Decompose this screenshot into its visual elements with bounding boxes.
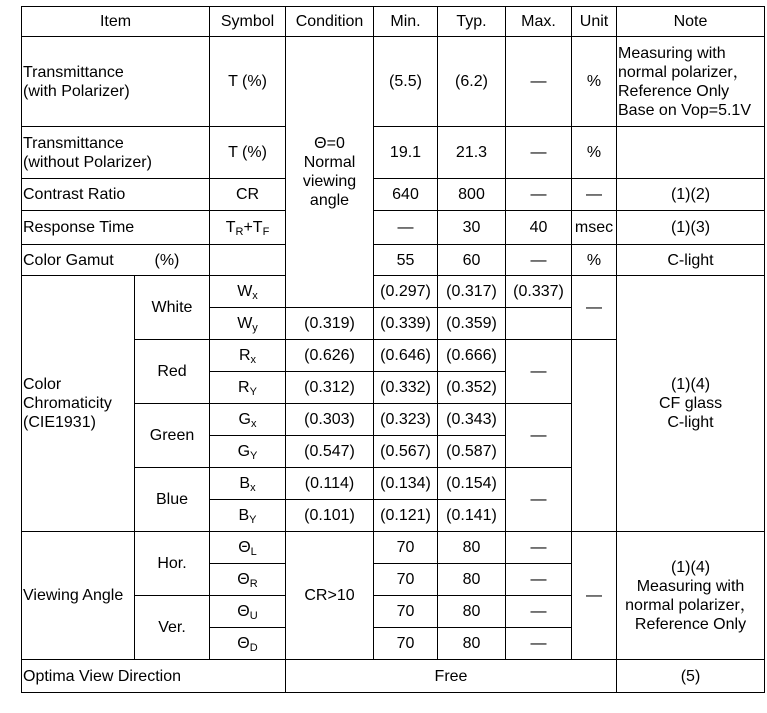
symbol-cell [210, 500, 286, 532]
min-cell: (0.626) [286, 340, 374, 372]
symbol-subscript: D [249, 642, 258, 654]
symbol-cell [210, 532, 286, 564]
max-cell: (0.666) [438, 340, 506, 372]
symbol-subscript: y [252, 322, 258, 334]
unit-cell: % [572, 245, 617, 276]
item-sub-cell: (%) [135, 245, 210, 276]
note-line: (1)(4) [670, 558, 711, 576]
symbol-subscript: F [262, 226, 270, 238]
min-cell: (0.547) [286, 436, 374, 468]
header-row [22, 7, 765, 37]
note-line: Base on Vop=5.1V [618, 101, 751, 119]
min-cell: (0.303) [286, 404, 374, 436]
header-unit: Unit [572, 7, 617, 37]
viewing-angle-label: Viewing Angle [22, 532, 135, 660]
unit-cell: msec [572, 211, 617, 245]
symbol-text: R [238, 347, 251, 364]
min-cell: 19.1 [374, 127, 438, 179]
optima-value-cell: Free [286, 660, 617, 693]
symbol-subscript: R [249, 578, 258, 590]
item-cell [22, 127, 210, 179]
note-line: Reference Only [634, 615, 747, 633]
note-cell: (1)(2) [617, 179, 765, 211]
label-line: Color [23, 376, 62, 393]
symbol-subscript: Y [249, 386, 257, 398]
row-viewing-left [22, 532, 765, 564]
typ-cell: 800 [438, 179, 506, 211]
symbol-cell: T (%) [210, 127, 286, 179]
symbol-subscript: x [252, 290, 258, 302]
unit-cell: — [572, 532, 617, 660]
max-cell: (0.359) [438, 308, 506, 340]
note-cell: C-light [617, 245, 765, 276]
symbol-text: R [238, 379, 250, 396]
condition-line: angle [309, 192, 350, 209]
condition-line: Θ=0 [314, 135, 345, 152]
min-cell: 55 [374, 245, 438, 276]
note-line: CF glass [658, 395, 723, 412]
item-line: Transmittance [23, 134, 124, 152]
row-response-time [22, 211, 765, 245]
condition-cr-cell: CR>10 [286, 532, 374, 660]
max-cell: 40 [506, 211, 572, 245]
typ-cell: 21.3 [438, 127, 506, 179]
note-line: normal polarizer， [625, 596, 756, 614]
min-cell: (0.312) [286, 372, 374, 404]
row-transmittance-polarizer [22, 37, 765, 127]
min-cell: (0.297) [374, 276, 438, 308]
max-cell: (0.141) [438, 500, 506, 532]
symbol-cell [210, 436, 286, 468]
max-cell: — [506, 596, 572, 628]
symbol-cell [210, 404, 286, 436]
row-white-x [22, 276, 765, 308]
symbol-text: Θ [238, 539, 251, 556]
chromaticity-label [22, 276, 135, 532]
typ-cell: 80 [438, 532, 506, 564]
typ-cell: (0.317) [438, 276, 506, 308]
typ-cell: (0.646) [374, 340, 438, 372]
row-optima-view-direction [22, 660, 765, 693]
symbol-cell [210, 276, 286, 308]
viewing-note [617, 532, 765, 660]
typ-cell: 80 [438, 628, 506, 660]
note-cell: (1)(3) [617, 211, 765, 245]
symbol-subscript: Y [249, 514, 257, 526]
row-color-gamut [22, 245, 765, 276]
min-cell: (0.319) [286, 308, 374, 340]
symbol-text: B [239, 475, 251, 492]
note-cell [617, 37, 765, 127]
color-blue-label: Blue [135, 468, 210, 532]
header-symbol: Symbol [210, 7, 286, 37]
unit-cell: — [572, 179, 617, 211]
symbol-text: Θ [237, 571, 250, 588]
header-item: Item [22, 7, 210, 37]
condition-normal-cell [286, 37, 374, 308]
row-transmittance-no-polarizer [22, 127, 765, 179]
header-condition: Condition [286, 7, 374, 37]
chromaticity-note [617, 276, 765, 532]
min-cell: 70 [374, 564, 438, 596]
max-cell: (0.343) [438, 404, 506, 436]
header-min: Min. [374, 7, 438, 37]
label-line: Chromaticity [23, 395, 112, 412]
unit-cell: — [506, 404, 572, 468]
item-cell: Optima View Direction [22, 660, 286, 693]
item-cell: Color Gamut [22, 245, 135, 276]
symbol-subscript: Y [250, 450, 258, 462]
optical-spec-table [21, 6, 765, 693]
unit-cell: % [572, 37, 617, 127]
header-note: Note [617, 7, 765, 37]
unit-cell: — [506, 340, 572, 404]
typ-cell: 30 [438, 211, 506, 245]
max-cell: — [506, 127, 572, 179]
symbol-text: G [237, 443, 251, 460]
max-cell: — [506, 245, 572, 276]
max-cell: — [506, 179, 572, 211]
symbol-cell [210, 340, 286, 372]
symbol-cell [210, 468, 286, 500]
note-line: (1)(4) [670, 376, 711, 393]
note-line: Measuring with [636, 577, 745, 595]
item-cell: Response Time [22, 211, 210, 245]
max-cell: — [506, 564, 572, 596]
symbol-text: +T [243, 219, 263, 236]
symbol-subscript: R [235, 226, 244, 238]
unit-cell: % [572, 127, 617, 179]
color-white-label: White [135, 276, 210, 340]
min-cell: 70 [374, 596, 438, 628]
row-contrast-ratio [22, 179, 765, 211]
min-cell: (5.5) [374, 37, 438, 127]
max-cell: — [506, 37, 572, 127]
symbol-text: T [225, 219, 236, 236]
note-line: Reference Only [618, 82, 730, 100]
typ-cell: (0.567) [374, 436, 438, 468]
min-cell: (0.101) [286, 500, 374, 532]
typ-cell: 80 [438, 596, 506, 628]
max-cell: (0.352) [438, 372, 506, 404]
typ-cell: 80 [438, 564, 506, 596]
note-cell [617, 127, 765, 179]
typ-cell: (0.332) [374, 372, 438, 404]
color-red-label: Red [135, 340, 210, 404]
symbol-subscript: x [250, 418, 257, 430]
typ-cell: 60 [438, 245, 506, 276]
symbol-cell [210, 372, 286, 404]
max-cell: (0.587) [438, 436, 506, 468]
symbol-subscript: x [250, 354, 257, 366]
typ-cell: (0.323) [374, 404, 438, 436]
min-cell: 640 [374, 179, 438, 211]
symbol-subscript: U [249, 610, 258, 622]
note-line: C-light [667, 414, 714, 431]
item-cell [22, 37, 210, 127]
symbol-cell: CR [210, 179, 286, 211]
symbol-text: G [238, 411, 251, 428]
item-cell: Contrast Ratio [22, 179, 210, 211]
note-line: normal polarizer， [618, 63, 749, 81]
color-green-label: Green [135, 404, 210, 468]
typ-cell: (0.134) [374, 468, 438, 500]
note-cell: (5) [617, 660, 765, 693]
item-line: (with Polarizer) [23, 82, 130, 100]
max-cell: — [506, 628, 572, 660]
label-line: (CIE1931) [23, 414, 96, 431]
typ-cell: (6.2) [438, 37, 506, 127]
symbol-text: Θ [237, 635, 250, 652]
condition-line: Normal [303, 154, 356, 171]
symbol-cell: T (%) [210, 37, 286, 127]
symbol-cell [210, 308, 286, 340]
max-cell: — [506, 532, 572, 564]
symbol-text: Θ [237, 603, 250, 620]
header-typ: Typ. [438, 7, 506, 37]
viewing-hor-label: Hor. [135, 532, 210, 596]
max-cell: (0.154) [438, 468, 506, 500]
symbol-text: B [238, 507, 250, 524]
symbol-cell [210, 211, 286, 245]
min-cell: 70 [374, 532, 438, 564]
viewing-ver-label: Ver. [135, 596, 210, 660]
header-max: Max. [506, 7, 572, 37]
note-line: Measuring with [618, 44, 726, 62]
symbol-cell [210, 245, 286, 276]
item-line: (without Polarizer) [23, 153, 152, 171]
min-cell: — [374, 211, 438, 245]
max-cell: (0.337) [506, 276, 572, 308]
symbol-text: W [237, 283, 253, 300]
symbol-subscript: x [250, 482, 256, 494]
symbol-text: W [237, 315, 253, 332]
min-cell: 70 [374, 628, 438, 660]
condition-line: viewing [302, 173, 357, 190]
item-line: Transmittance [23, 63, 124, 81]
symbol-cell [210, 564, 286, 596]
typ-cell: (0.339) [374, 308, 438, 340]
unit-cell: — [572, 276, 617, 340]
symbol-cell [210, 596, 286, 628]
unit-cell: — [506, 468, 572, 532]
typ-cell: (0.121) [374, 500, 438, 532]
symbol-cell [210, 628, 286, 660]
symbol-subscript: L [250, 546, 257, 558]
min-cell: (0.114) [286, 468, 374, 500]
